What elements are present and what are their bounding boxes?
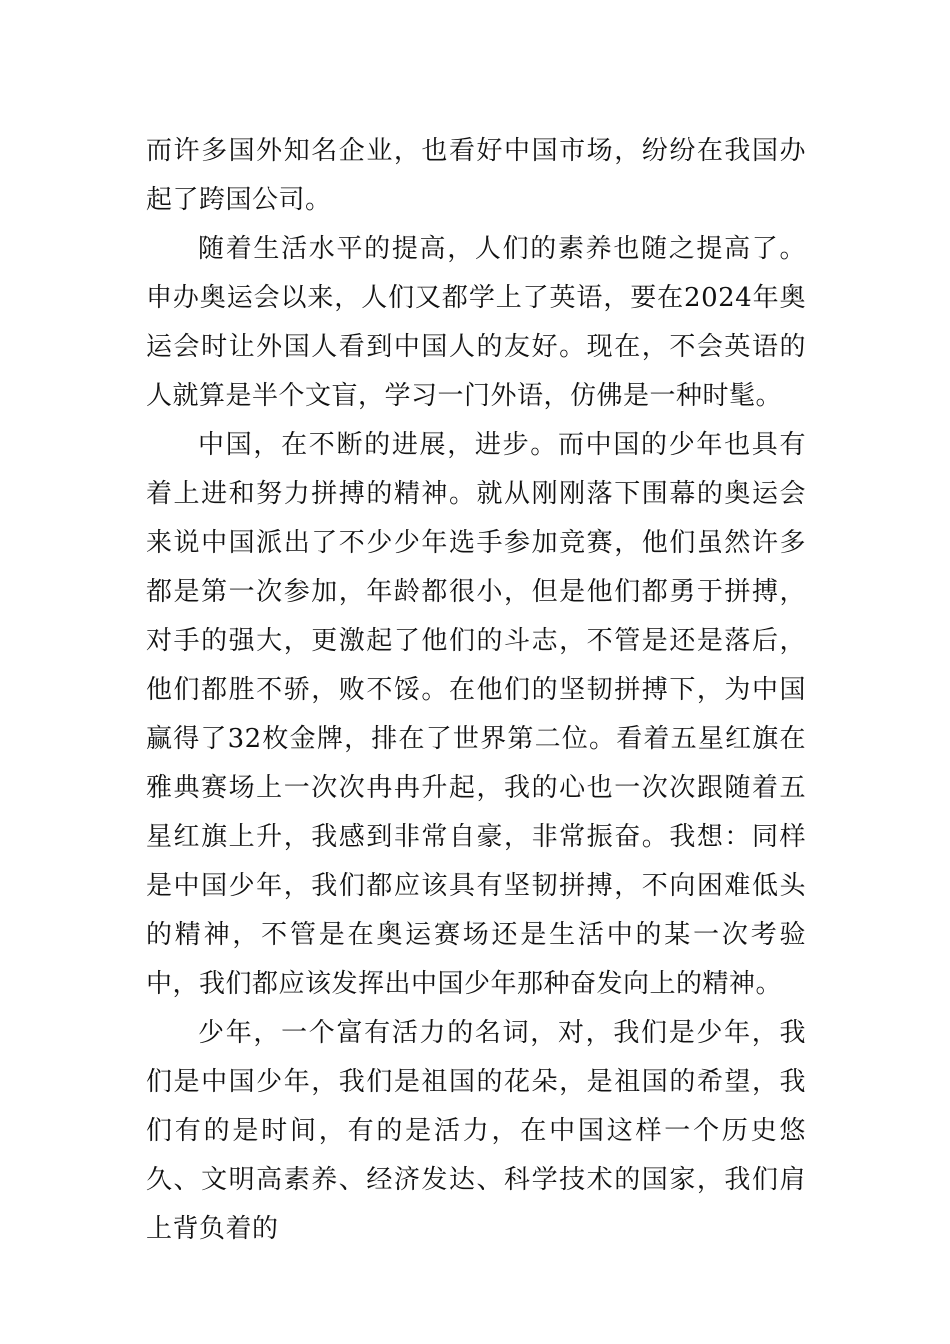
- paragraph-4: 少年，一个富有活力的名词，对，我们是少年，我们是中国少年，我们是祖国的花朵，是祖国的希望，我们有的是时间，有的是活力，在中国这样一个历史悠久、文明高素养、经济发达、科学技术的国家，我们肩上背负着的: [146, 1018, 806, 1244]
- paragraph-1: 而许多国外知名企业，也看好中国市场，纷纷在我国办起了跨国公司。: [146, 136, 806, 215]
- body-text: [146, 127, 806, 1254]
- paragraph-2: 随着生活水平的提高，人们的素养也随之提高了。申办奥运会以来，人们又都学上了英语，要在2024年奥运会时让外国人看到中国人的友好。现在，不会英语的人就算是半个文盲，学习一门外语，仿佛是一种时髦。: [146, 234, 806, 411]
- paragraph-3: 中国，在不断的进展，进步。而中国的少年也具有着上进和努力拼搏的精神。就从刚刚落下围幕的奥运会来说中国派出了不少少年选手参加竞赛，他们虽然许多都是第一次参加，年龄都很小，但是他们都勇于拼搏，对手的强大，更激起了他们的斗志，不管是还是落后，他们都胜不骄，败不馁。在他们的坚韧拼搏下，为中国赢得了32枚金牌，排在了世界第二位。看着五星红旗在雅典赛场上一次次冉冉升起，我的心也一次次跟随着五星红旗上升，我感到非常自豪，非常振奋。我想：同样是中国少年，我们都应该具有坚韧拼搏，不向困难低头的精神，不管是在奥运赛场还是生活中的某一次考验中，我们都应该发挥出中国少年那种奋发向上的精神。: [146, 430, 806, 999]
